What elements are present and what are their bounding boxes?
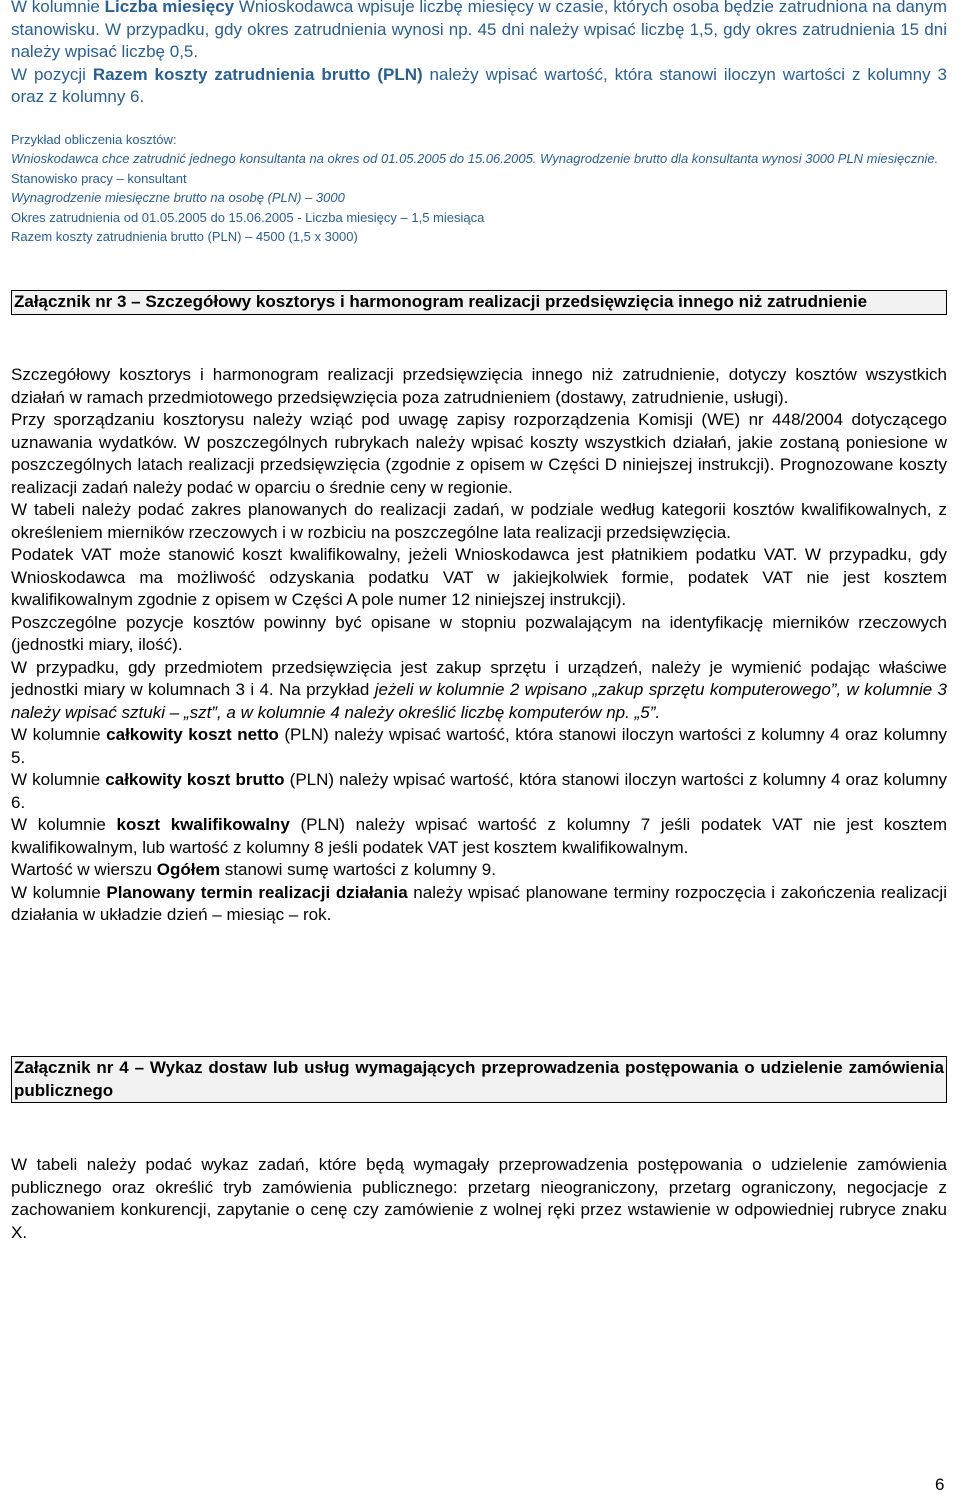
page-number: 6	[935, 1475, 945, 1494]
paragraph: W tabeli należy podać zakres planowanych do realizacji zadań, w podziale według kategorii kosztów kwalifikowalnych, z określeniem mierników rzeczowych i w rozbiciu na poszczególne lata realizacji przedsięwzięcia.	[11, 500, 947, 542]
annex-4-title: Załącznik nr 4 – Wykaz dostaw lub usług wymagających przeprowadzenia postępowania o udzielenie zamówienia publicznego	[11, 1056, 947, 1103]
example-line: Stanowisko pracy – konsultant	[11, 170, 187, 186]
example-line: Razem koszty zatrudnienia brutto (PLN) – 4500 (1,5 x 3000)	[11, 229, 358, 245]
annex-3-title: Załącznik nr 3 – Szczegółowy kosztorys i harmonogram realizacji przedsięwzięcia innego niż zatrudnienie	[11, 290, 947, 315]
paragraph: W kolumnie Planowany termin realizacji działania należy wpisać planowane terminy rozpoczęcia i zakończenia realizacji działania w układzie dzień – miesiąc – rok.	[11, 882, 947, 924]
example-heading: Przykład obliczenia kosztów:	[11, 132, 177, 147]
paragraph: Przy sporządzaniu kosztorysu należy wziąć pod uwagę zapisy rozporządzenia Komisji (WE) nr 448/2004 dotyczącego uznawania wydatków. W poszczególnych rubrykach należy wpisać koszty wszystkich działań, jakie zostaną poniesione w poszczególnych latach realizacji przedsięwzięcia (zgodnie z opisem w Części D niniejszej instrukcji). Prognozowane koszty realizacji zadań należy podać w oparciu o średnie ceny w regionie.	[11, 410, 947, 497]
paragraph: W przypadku, gdy przedmiotem przedsięwzięcia jest zakup sprzętu i urządzeń, należy je wymienić podając właściwe jednostki miary w kolumnach 3 i 4. Na przykład jeżeli w kolumnie 2 wpisano „zakup sprzętu komputerowego”, w kolumnie 3 należy wpisać sztuki – „szt”, a w kolumnie 4 należy określić liczbę komputerów np. „5”.	[11, 657, 947, 722]
paragraph-razem-koszty: W pozycji Razem koszty zatrudnienia brutto (PLN) należy wpisać wartość, która stanowi iloczyn wartości z kolumny 3 oraz z kolumny 6.	[11, 64, 947, 106]
paragraph: W kolumnie całkowity koszt netto (PLN) należy wpisać wartość, która stanowi iloczyn wartości z kolumny 4 oraz kolumny 5.	[11, 725, 947, 767]
paragraph: W kolumnie koszt kwalifikowalny (PLN) należy wpisać wartość z kolumny 7 jeśli podatek VAT nie jest kosztem kwalifikowalnym, lub wartość z kolumny 8 jeśli podatek VAT jest kosztem kwalifikowalnym.	[11, 815, 948, 857]
paragraph: W kolumnie całkowity koszt brutto (PLN) należy wpisać wartość, która stanowi iloczyn wartości z kolumny 4 oraz kolumny 6.	[11, 770, 947, 812]
example-line: Wnioskodawca chce zatrudnić jednego konsultanta na okres od 01.05.2005 do 15.06.2005. Wynagrodzenie brutto dla konsultanta wynosi 3000 PLN miesięcznie.	[11, 151, 939, 167]
paragraph: W tabeli należy podać wykaz zadań, które będą wymagały przeprowadzenia postępowania o udzielenie zamówienia publicznego oraz określić tryb zamówienia publicznego: przetarg nieograniczony, przetarg ograniczony, negocjacje z zachowaniem konkurencji, zapytanie o cenę czy zamówienie z wolnej ręki przez wstawienie w odpowiedniej rubryce znaku X.	[11, 1155, 947, 1242]
paragraph: Podatek VAT może stanowić koszt kwalifikowalny, jeżeli Wnioskodawca jest płatnikiem podatku VAT. W przypadku, gdy Wnioskodawca ma możliwość odzyskania podatku VAT w jakiejkolwiek formie, podatek VAT nie jest kosztem kwalifikowalnym zgodnie z opisem w Części A pole numer 12 niniejszej instrukcji).	[11, 545, 947, 609]
paragraph: Szczegółowy kosztorys i harmonogram realizacji przedsięwzięcia innego niż zatrudnienie, dotyczy kosztów wszystkich działań w ramach przedmiotowego przedsięwzięcia poza zatrudnieniem (dostawy, zatrudnienie, usługi).	[11, 365, 947, 407]
paragraph: Poszczególne pozycje kosztów powinny być opisane w stopniu pozwalającym na identyfikację mierników rzeczowych (jednostki miary, ilość).	[11, 612, 947, 654]
example-line: Wynagrodzenie miesięczne brutto na osobę (PLN) – 3000	[11, 190, 345, 206]
intro-section	[11, 0, 947, 109]
annex-3-body	[11, 364, 947, 927]
example-line: Okres zatrudnienia od 01.05.2005 do 15.06.2005 - Liczba miesięcy – 1,5 miesiąca	[11, 209, 485, 225]
paragraph: Wartość w wierszu Ogółem stanowi sumę wartości z kolumny 9.	[11, 860, 496, 879]
annex-4-body	[11, 1154, 947, 1244]
example-section	[11, 130, 947, 246]
paragraph-liczba-miesiecy: W kolumnie Liczba miesięcy Wnioskodawca wpisuje liczbę miesięcy w czasie, których osoba będzie zatrudniona na danym stanowisku. W przypadku, gdy okres zatrudnienia wynosi np. 45 dni należy wpisać liczbę 1,5, gdy okres zatrudnienia 15 dni należy wpisać liczbę 0,5.	[11, 0, 947, 61]
